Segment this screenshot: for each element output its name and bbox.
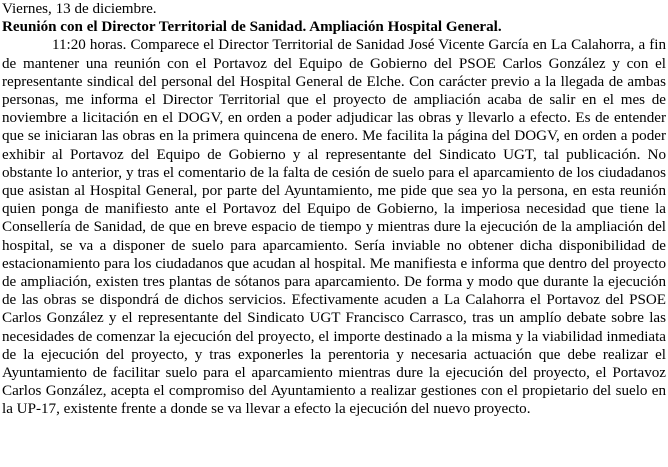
body-paragraph: 11:20 horas. Comparece el Director Territorial de Sanidad José Vicente García en La Calahorra, a fin de mantener una reunión con el Portavoz del Equipo de Gobierno del PSOE Carlos González y con el representante sindical del personal del Hospital General de Elche. Con carácter previo a la llegada de ambas personas, me informa el Director Territorial que el proyecto de ampliación acaba de salir en el mes de noviembre a licitación en el DOGV, en orden a poder adjudicar las obras y llevarlo a efecto. Es de entender que se iniciaran las obras en la primera quincena de enero. Me facilita la página del DOGV, en orden a poder exhibir al Portavoz del Equipo de Gobierno y al representante del Sindicato UGT, tal publicación. No obstante lo anterior, y tras el comentario de la falta de cesión de suelo para el aparcamiento de los ciudadanos que asistan al Hospital General, por parte del Ayuntamiento, me pide que sea yo la persona, en esta reunión quien ponga de manifiesto ante el Portavoz del Equipo de Gobierno, la imperiosa necesidad que tiene la Consellería de Sanidad, de que en breve espacio de tiempo y mientras dure la ejecución de la ampliación del hospital, se va a disponer de suelo para aparcamiento. Sería inviable no obtener dicha disponibilidad de estacionamiento para los ciudadanos que acudan al hospital. Me manifiesta e informa que dentro del proyecto de ampliación, existen tres plantas de sótanos para aparcamiento. De forma y modo que durante la ejecución de las obras se dispondrá de dichos servicios. Efectivamente acuden a La Calahorra el Portavoz del PSOE Carlos González y el representante del Sindicato UGT Francisco Carrasco, tras un amplío debate sobre las necesidades de comenzar la ejecución del proyecto, el importe destinado a la misma y la viabilidad inmediata de la ejecución del proyecto, y tras exponerles la perentoria y necesaria actuación que debe realizar el Ayuntamiento de facilitar suelo para el aparcamiento mientras dure la ejecución del proyecto, el Portavoz Carlos González, acepta el compromiso del Ayuntamiento a realizar gestiones con el propietario del suelo en la UP-17, existente frente a donde se va llevar a efecto la ejecución del nuevo proyecto. (2, 37, 666, 418)
date-line: Viernes, 13 de diciembre. (2, 1, 157, 17)
section-heading: Reunión con el Director Territorial de Sanidad. Ampliación Hospital General. (2, 19, 502, 36)
